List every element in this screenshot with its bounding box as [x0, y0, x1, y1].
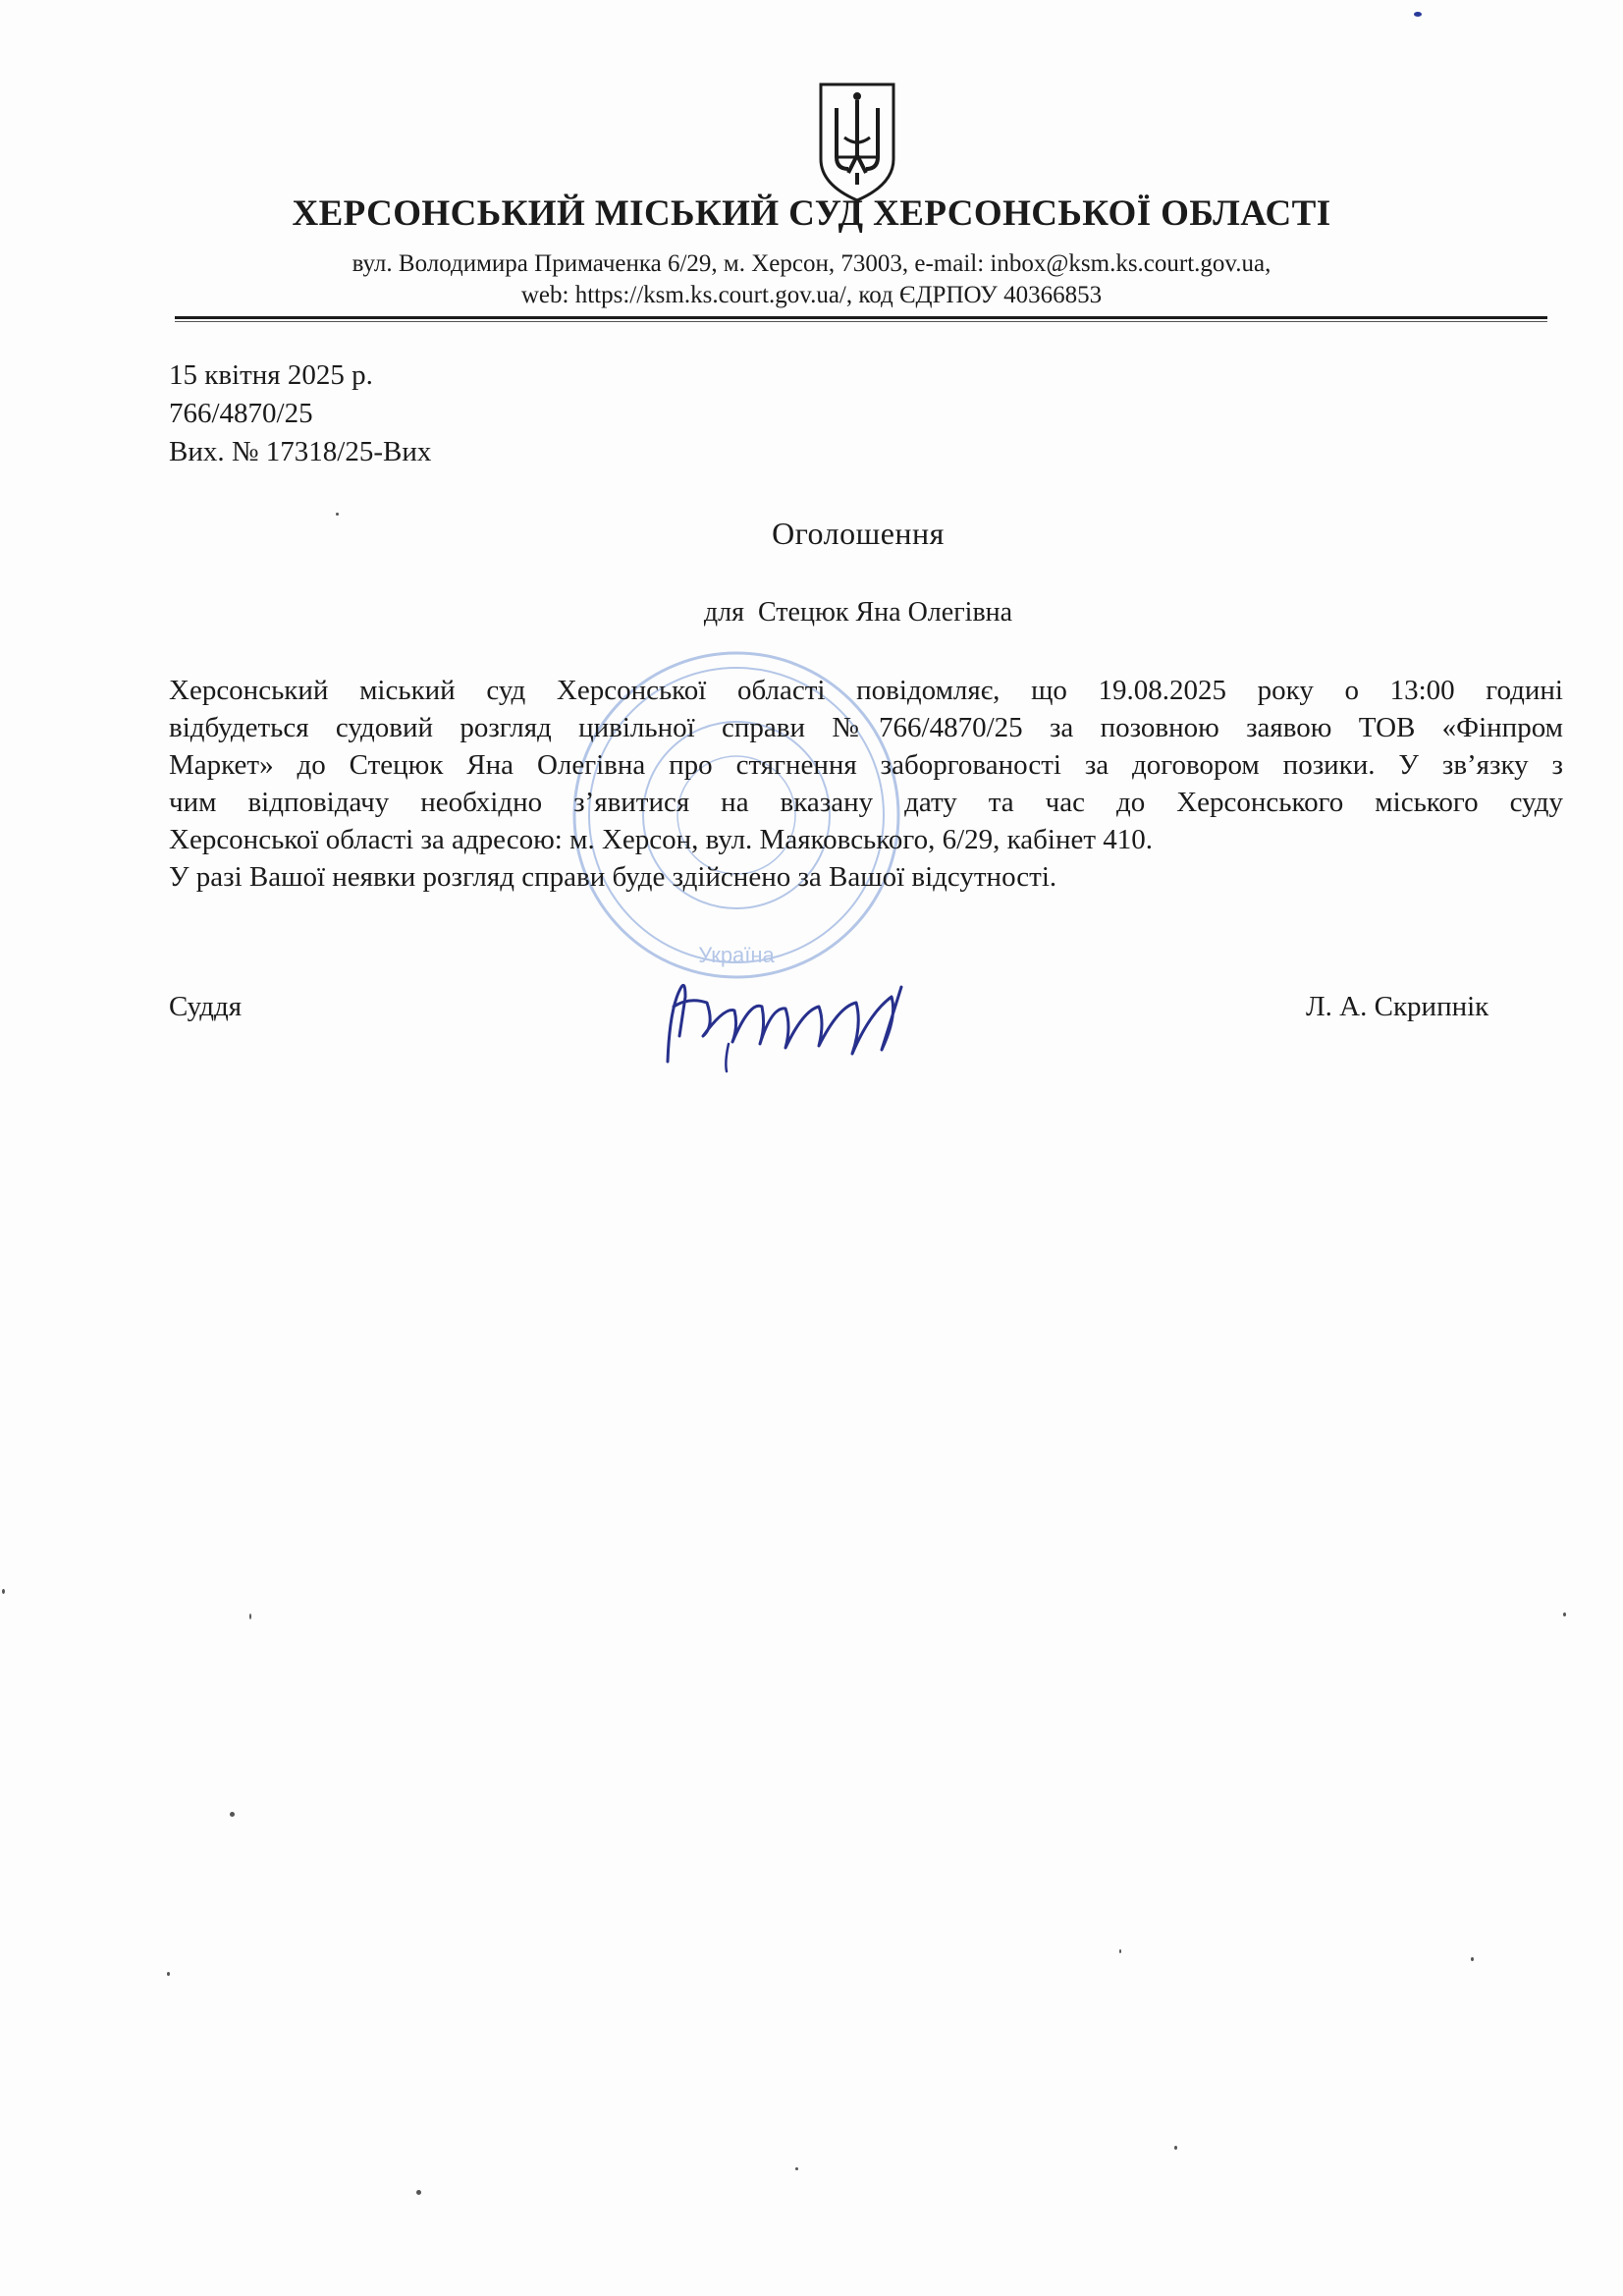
notice-body-line: Маркет» до Стецюк Яна Олегівна про стягнення заборгованості за договором позики. У зв’язку з — [169, 749, 1563, 781]
outgoing-number: Вих. № 17318/25-Вих — [169, 436, 432, 467]
scan-speck — [1119, 1949, 1121, 1953]
scan-speck — [336, 513, 339, 516]
notice-body-line: Херсонської області за адресою: м. Херсон, вул. Маяковського, 6/29, кабінет 410. — [169, 824, 1154, 855]
court-name: ХЕРСОНСЬКИЙ МІСЬКИЙ СУД ХЕРСОНСЬКОЇ ОБЛАСТІ — [292, 193, 1331, 234]
handwritten-signature — [656, 967, 931, 1075]
document-date: 15 квітня 2025 р. — [169, 359, 373, 391]
notice-body-line: відбудеться судовий розгляд цивільної справи №766/4870/25 за позовною заявою ТОВ «Фінпром — [169, 712, 1563, 743]
signer-name: Л. А. Скрипнік — [1306, 991, 1489, 1022]
notice-body — [169, 672, 1563, 896]
scan-speck — [1471, 1957, 1474, 1961]
scan-speck — [1414, 12, 1422, 17]
court-address: вул. Володимира Примаченка 6/29, м. Херсон, 73003, e-mail: inbox@ksm.ks.court.gov.ua, — [352, 250, 1271, 277]
signer-role: Суддя — [169, 991, 243, 1022]
notice-body-line: У разі Вашої неявки розгляд справи буде здійснено за Вашої відсутності. — [169, 861, 1057, 893]
scan-speck — [795, 2167, 798, 2170]
scan-speck — [230, 1812, 235, 1817]
notice-body-line: Херсонський міський суд Херсонської області повідомляє, що 19.08.2025 року о 13:00 годині — [169, 675, 1563, 706]
case-number: 766/4870/25 — [169, 398, 313, 429]
header-divider-thin — [175, 321, 1547, 322]
court-web-and-code: web: https://ksm.ks.court.gov.ua/, код ЄДРПОУ 40366853 — [520, 282, 1103, 308]
notice-title: Оголошення — [772, 516, 945, 551]
header-divider — [175, 316, 1547, 319]
scan-speck — [1174, 2146, 1177, 2150]
scan-speck — [2, 1589, 5, 1594]
scan-speck — [167, 1972, 170, 1976]
coat-of-arms-trident-icon — [815, 79, 899, 204]
scan-speck — [416, 2190, 421, 2195]
scan-speck — [249, 1613, 251, 1619]
scan-speck — [1563, 1613, 1566, 1616]
stamp-text: Україна — [698, 943, 775, 967]
notice-body-line: чим відповідачу необхідно з’явитися на вказану дату та час до Херсонського міського суду — [169, 787, 1563, 818]
notice-addressee: для Стецюк Яна Олегівна — [703, 597, 1013, 628]
